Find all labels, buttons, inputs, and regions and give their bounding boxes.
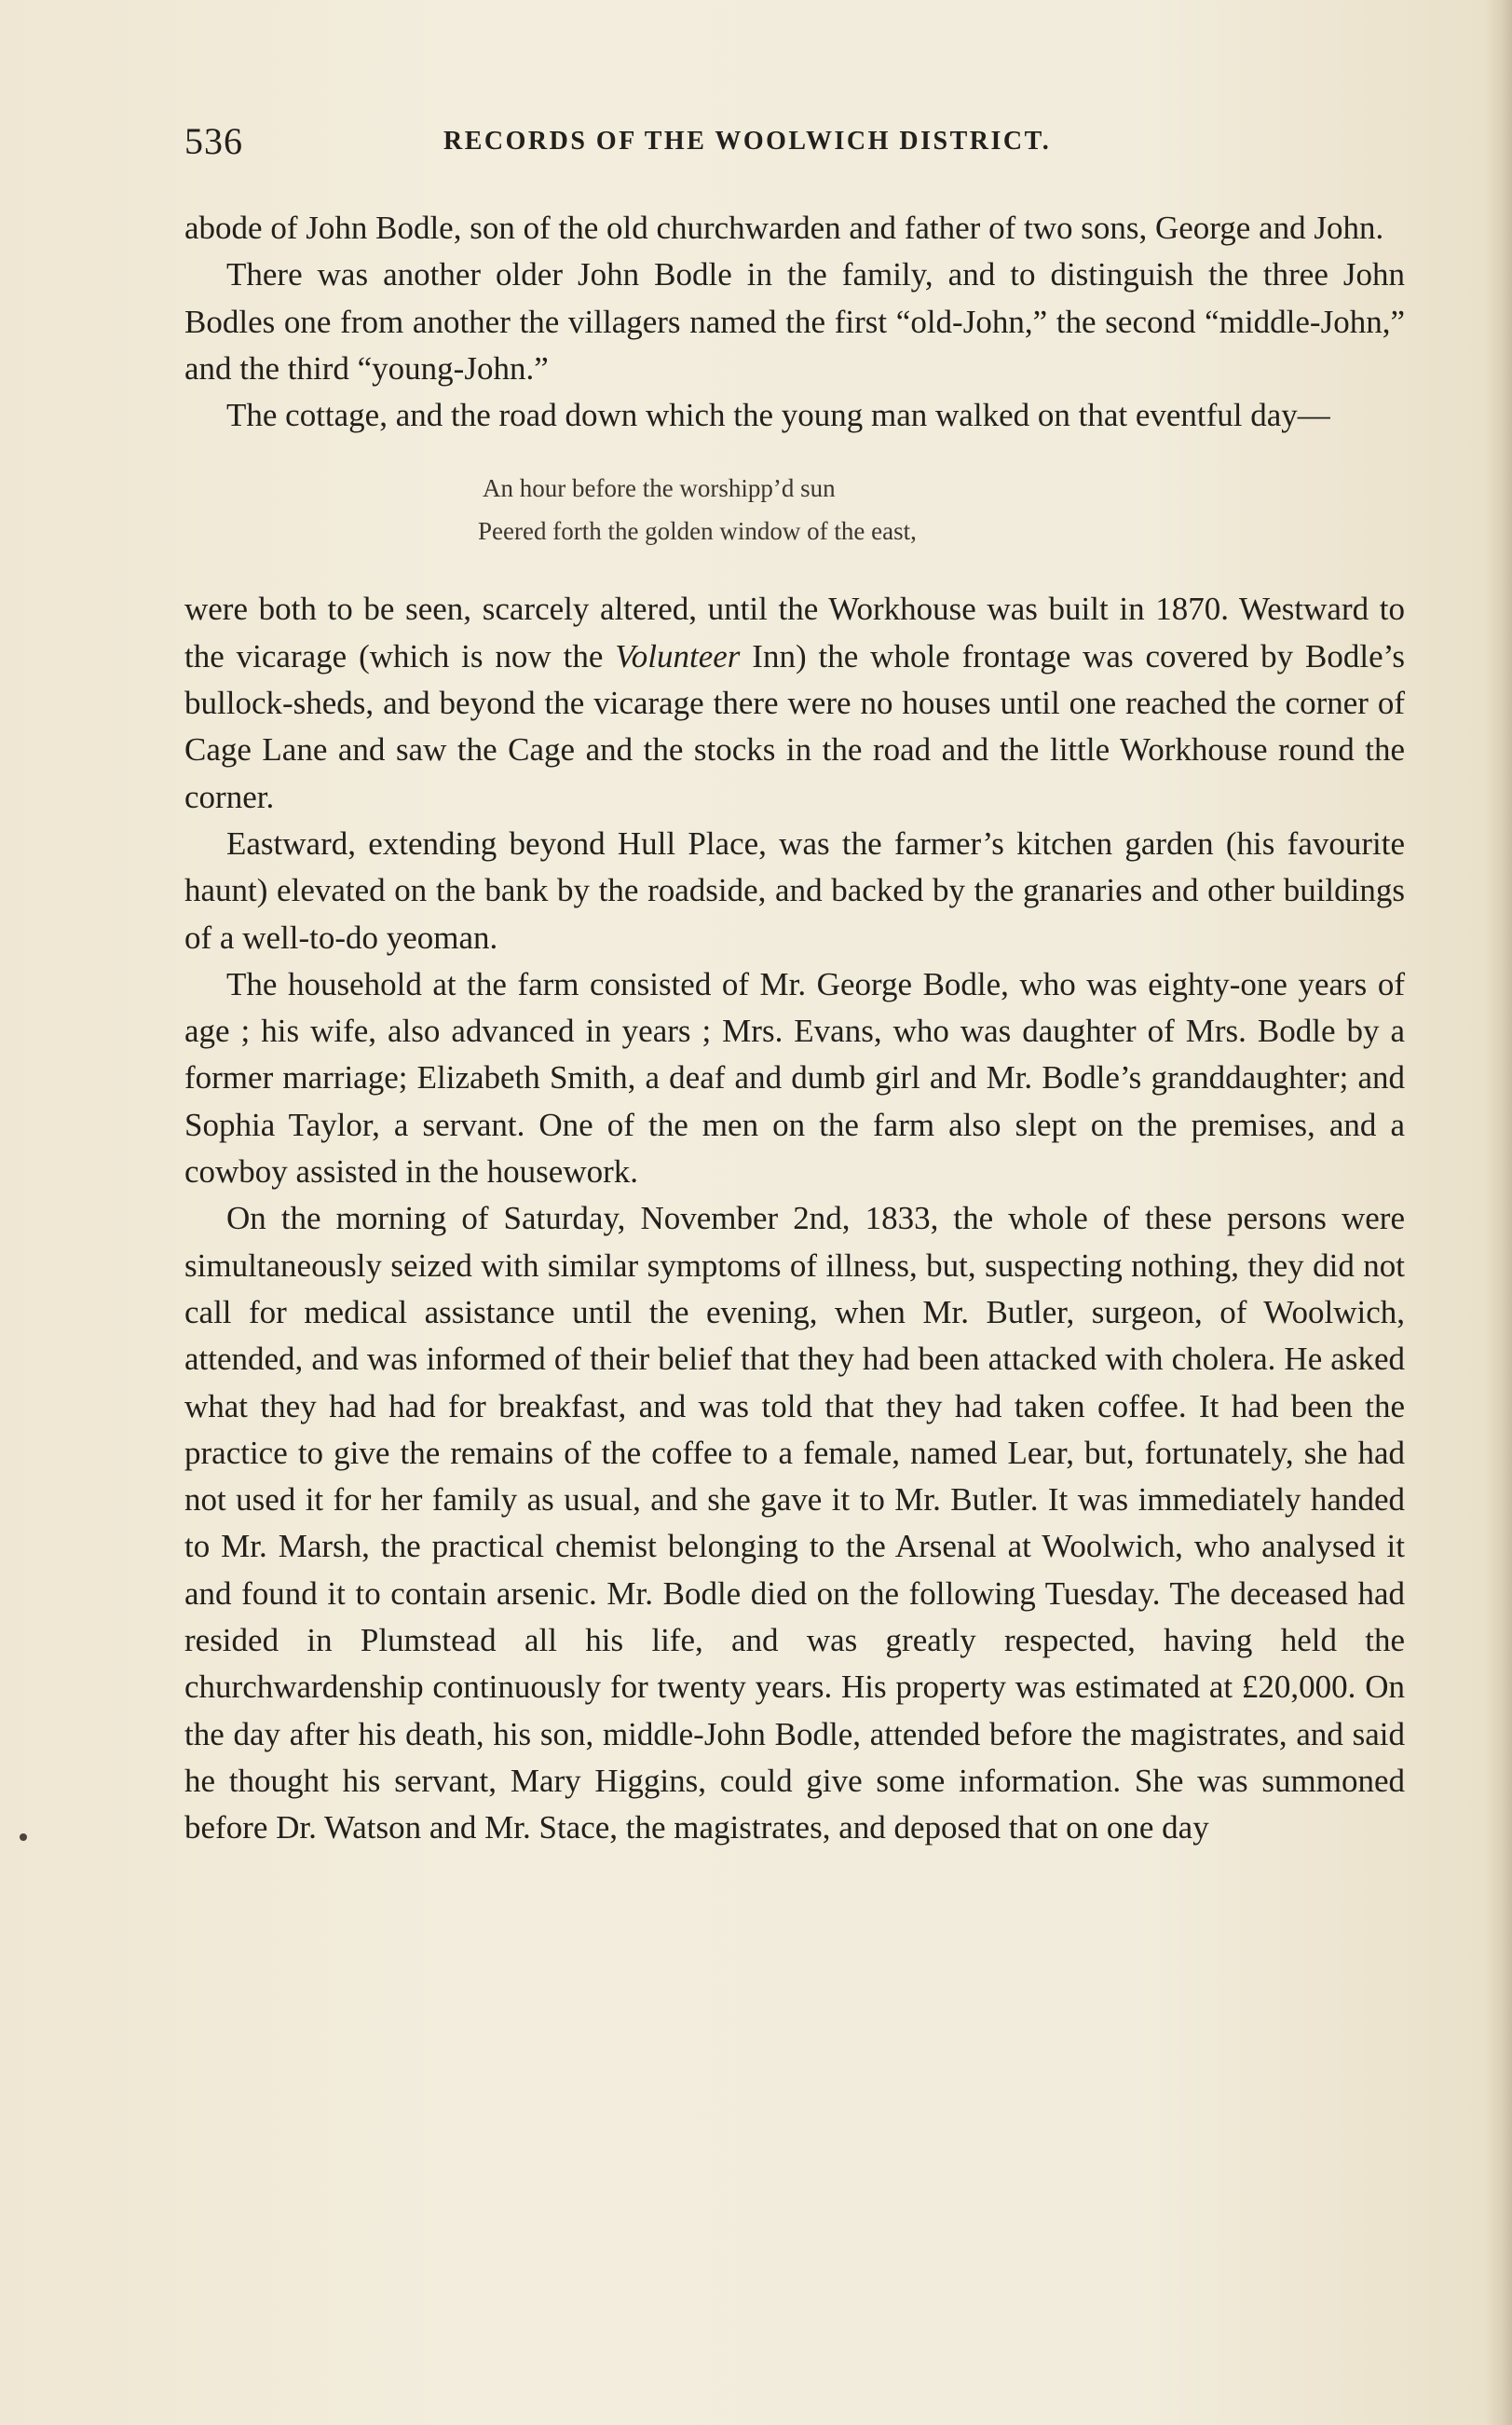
running-head: RECORDS OF THE WOOLWICH DISTRICT. [443,127,1052,156]
verse-line-2: Peered forth the golden window of the east, [478,517,917,546]
page-header [184,119,1172,175]
paragraph-workhouse-part-2: Inn) the whole frontage was covered by Bodle’s bullock-sheds, and beyond the vicarage there were no houses until one reached the corner of Cage Lane and saw the Cage and the stocks in the road and the little Workhouse round the corner. [184,637,1405,815]
paragraph-workhouse [184,586,1405,820]
paragraph-workhouse-part-1: were both to be seen, scarcely altered, until the Workhouse was built in 1870. Westward to the vicarage (which is now the [184,591,1405,674]
verse-quotation [478,467,1405,552]
paragraph-poisoning: On the morning of Saturday, November 2nd, 1833, the whole of these persons were simultaneously seized with similar symptoms of illness, but, suspecting nothing, they did not call for medical assistance until the evening, when Mr. Butler, surgeon, of Woolwich, attended, and was informed of their belief that they had been attacked with cholera. He asked what they had had for breakfast, and was told that they had taken coffee. It had been the practice to give the remains of the coffee to a female, named Lear, but, fortunately, she had not used it for her family as usual, and she gave it to Mr. Butler. It was immediately handed to Mr. Marsh, the practical chemist belonging to the Arsenal at Woolwich, who analysed it and found it to contain arsenic. Mr. Bodle died on the following Tuesday. The deceased had resided in Plumstead all his life, and was greatly respected, having held the churchwardenship continuously for twenty years. His property was estimated at £20,000. On the day after his death, his son, middle-John Bodle, attended before the magistrates, and said he thought his servant, Mary Higgins, could give some information. She was summoned before Dr. Watson and Mr. Stace, the magistrates, and deposed that on one day [184,1200,1405,1846]
margin-speck [20,1833,27,1841]
page-number: 536 [184,120,243,162]
paragraph-continuation: abode of John Bodle, son of the old churchwarden and father of two sons, George and John. [184,210,1384,246]
paragraph-john-bodles: There was another older John Bodle in the family, and to distinguish the three John Bodles one from another the villagers named the first “old-John,” the second “middle-John,” and the third “young-John.” [184,256,1405,387]
verse-line-1: An hour before the worshipp’d sun [483,474,836,503]
paragraph-eastward: Eastward, extending beyond Hull Place, was the farmer’s kitchen garden (his favourite haunt) elevated on the bank by the roadside, and backed by the granaries and other buildings of a well-to-do yeoman. [184,824,1405,956]
paragraph-cottage: The cottage, and the road down which the young man walked on that eventful day— [226,397,1330,434]
paragraph-household: The household at the farm consisted of Mr. George Bodle, who was eighty-one years of age ; his wife, also advanced in years ; Mrs. Evans, who was daughter of Mrs. Bodle by a former marriage; Elizabeth Smith, a deaf and dumb girl and Mr. Bodle’s granddaughter; and Sophia Taylor, a servant. One of the men on the farm also slept on the premises, and a cowboy assisted in the housework. [184,965,1405,1191]
body-text [184,205,1405,1852]
inn-name: Volunteer [615,637,741,674]
spine-shadow [1484,0,1512,2425]
